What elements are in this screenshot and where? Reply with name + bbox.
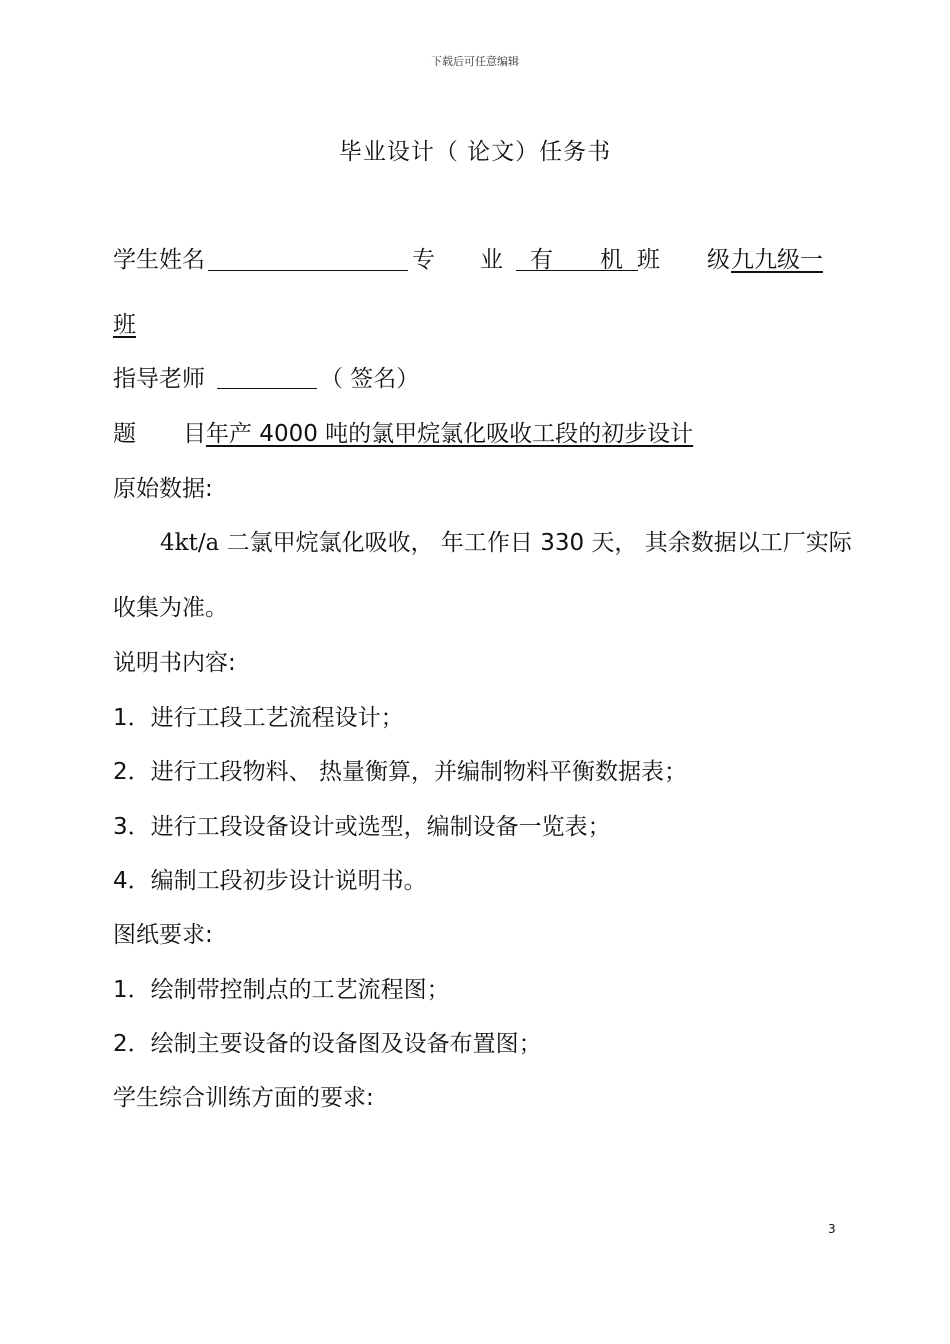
class-label-2: 级 xyxy=(707,247,730,273)
major-label-1: 专 xyxy=(412,247,435,273)
raw-data-paragraph xyxy=(160,528,852,558)
drawings-item: 2．绘制主要设备的设备图及设备布置图； xyxy=(113,1031,542,1057)
topic-value: 年产 4000 吨的氯甲烷氯化吸收工段的初步设计 xyxy=(206,421,694,447)
manual-item: 2．进行工段物料、 热量衡算，并编制物料平衡数据表； xyxy=(113,759,687,785)
advisor-label: 指导老师 xyxy=(113,366,205,392)
page-number: 3 xyxy=(828,1222,836,1236)
drawings-item: 1．绘制带控制点的工艺流程图； xyxy=(113,977,450,1003)
topic-label-1: 题 xyxy=(113,421,136,447)
document-title: 毕业设计（ 论文）任务书 xyxy=(338,139,612,165)
advisor-sign: （ 签名） xyxy=(320,366,420,392)
major-value-2: 机 xyxy=(600,247,623,273)
class-label-1: 班 xyxy=(637,247,660,273)
training-heading: 学生综合训练方面的要求: xyxy=(113,1085,374,1111)
manual-heading: 说明书内容: xyxy=(113,650,236,676)
raw-data-continuation: 收集为准。 xyxy=(113,595,228,621)
advisor-blank xyxy=(217,364,317,389)
class-value: 九九级一 xyxy=(731,247,823,273)
topic-label-2: 目 xyxy=(183,421,206,447)
manual-item: 1．进行工段工艺流程设计； xyxy=(113,705,404,731)
raw-data-heading: 原始数据: xyxy=(113,476,213,502)
major-value-1: 有 xyxy=(530,247,553,273)
manual-item: 3．进行工段设备设计或选型，编制设备一览表； xyxy=(113,814,611,840)
header-note: 下载后可任意编辑 xyxy=(431,55,519,68)
raw-data-capacity: 4kt/a xyxy=(160,530,220,556)
class-value-wrap: 班 xyxy=(113,312,136,338)
drawings-heading: 图纸要求: xyxy=(113,922,213,948)
student-name-label: 学生姓名 xyxy=(113,247,205,273)
manual-item: 4．编制工段初步设计说明书。 xyxy=(113,868,427,894)
major-label-2: 业 xyxy=(480,247,503,273)
raw-data-text: 二氯甲烷氯化吸收， 年工作日 330 天， 其余数据以工厂实际 xyxy=(219,530,852,556)
student-name-blank xyxy=(208,246,408,271)
